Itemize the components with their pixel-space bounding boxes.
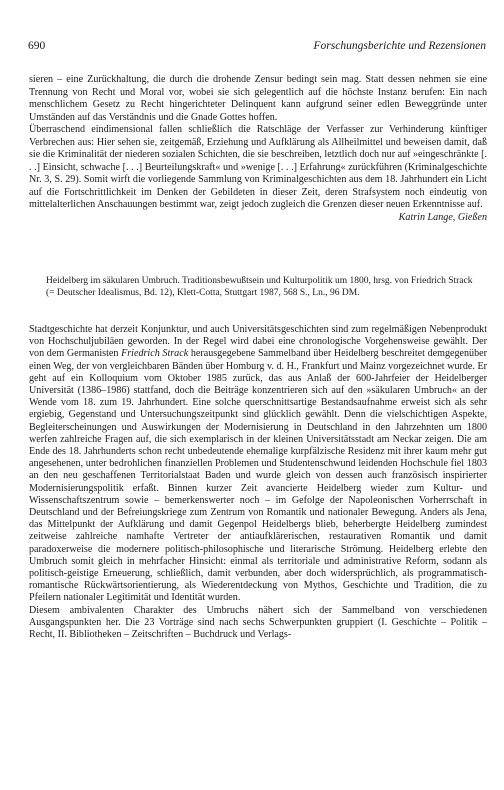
review-1-paragraph-2 [29, 124, 487, 224]
review-2-text [29, 324, 487, 641]
bibliographic-entry: Heidelberg im säkularen Umbruch. Traditionsbewußtsein und Kulturpolitik um 1800, hrsg. von Friedrich Strack (= Deutscher Idealismus, Bd. 12), Klett-Cotta, Stuttgart 1987, 568 S., Ln., 96 DM. [46, 276, 473, 299]
review-1-paragraph-1: sieren – eine Zurückhaltung, die durch die drohende Zensur bedingt sein mag. Statt dessen nehmen sie eine Trennung von Recht und Moral vor, wobei sie sich gelegentlich auf die höchste Instanz berufen: Ein nach menschlichem Gesetz zu Recht hingerichteter Delinquent kann aufgrund seiner edlen Beweggründe unter Umständen auf das Verständnis und die Gnade Gottes hoffen. [29, 74, 487, 123]
running-head: Forschungsberichte und Rezensionen [313, 40, 486, 52]
review-1-text [29, 74, 487, 225]
page-number: 690 [28, 40, 46, 52]
reviewer-signature: Katrin Lange, Gießen [398, 212, 487, 224]
review-1-paragraph-2-text: Überraschend eindimensional fallen schließlich die Ratschläge der Verfasser zur Verhinderung künftiger Verbrechen aus: Hier sehen sie, zeitgemäß, Erziehung und Aufklärung als Allheilmittel und beweisen damit, daß sie die Kriminalität der niederen sozialen Schichten, die sie beschreiben, letztlich doch nur auf »eingeschränkte [. . .] Einsicht, schwache [. . .] Beurteilungskraft« und »wenige [. . .] Erfahrung« zurückführen (Kriminalgeschichte Nr. 3, S. 29). Somit wirft die vorliegende Sammlung von Kriminalgeschichten aus dem 18. Jahrhundert ein Licht auf die Fortschrittlichkeit im Denken der Gebildeten in dieser Zeit, deren Strafsystem noch eindeutig von mittelalterlichen Anschauungen bestimmt war, zeigt jedoch zugleich die Grenzen dieser neuen Erkenntnisse auf. [29, 124, 487, 211]
review-2-paragraph-1 [29, 324, 487, 605]
review-2-paragraph-1-part-a: Stadtgeschichte hat derzeit Konjunktur, und auch Universitätsgeschichten sind zum regelmäßigen Nebenprodukt von Hochschuljubiläen geworden. In der Regel wird dabei eine chronologische Vorgehensweise gewählt. Der von dem Germanisten [29, 324, 487, 360]
review-2-paragraph-1-part-b: herausgegebene Sammelband über Heidelberg beschreitet demgegenüber einen Weg, der von vergleichbaren Bänden über Homburg v. d. H., Frankfurt und Mainz vorgezeichnet wurde. Er geht auf ein Kolloquium vom Oktober 1985 zurück, das aus Anlaß der 600-Jahrfeier der Heidelberger Universität (1386–1986) stattfand, doch die Beiträge konzentrieren sich auf den »säkularen Umbruch« an der Wende vom 18. zum 19. Jahrhundert. Eine solche querschnittsartige Bestandsaufnahme erweist sich als sehr ergiebig, Gegenstand und Untersuchungszeitpunkt sind glücklich gewählt. Denn die vielschichtigen Aspekte, Begleiterscheinungen und Auswirkungen der Modernisierung in Deutschland in den Jahrzehnten um 1800 werfen zahlreiche Fragen auf, die sich exemplarisch in der kleinen Universitätsstadt am Neckar zeigen. Die am Ende des 18. Jahrhunderts schon recht unbedeutende ehemalige kurpfälzische Residenz mit ihrer kaum mehr gut angesehenen, unter bedrohlichen finanziellen Problemen und Studentenschwund leidenden Hochschule fiel 1803 an den neu geschaffenen Territorialstaat Baden und wurde gleich von dessen auch französisch inspirierter Modernisierungspolitik erfaßt. Binnen kurzer Zeit avancierte Heidelberg wieder zum Kultur- und Wissenschaftszentrum sowie – bemerkenswerter noch – im Gefolge der Napoleonischen Vorherrschaft in Deutschland und der Befreiungskriege zum Zentrum von Romantik und nationaler Bewegung. Anders als Jena, das Mittelpunkt der Aufklärung und damit Gegenpol Heidelbergs blieb, beherbergte Heidelberg zumindest zeitweise zahlreiche namhafte Vertreter der antiaufklärerischen, restaurativen Romantik und damit paradoxerweise die modernere politisch-philosophische und literarische Strömung. Heidelberg erlebte den Umbruch somit gleich in mehrfacher Hinsicht: einmal als territoriale und administrative Reform, sodann als politisch-geistige Erneuerung, schließlich, damit verbunden, aber doch widersprüchlich, als programmatisch-romantische Rückwärtsorientierung, als Wiederentdeckung von Mythos, Geschichte und Tradition, die zu Pfeilern nationaler Legitimität und Identität wurden. [29, 348, 487, 604]
page-header [28, 40, 486, 52]
editor-name: Friedrich Strack [121, 348, 189, 360]
review-2-paragraph-2: Diesem ambivalenten Charakter des Umbruchs nähert sich der Sammelband von verschiedenen Ausgangspunkten her. Die 23 Vorträge sind nach sechs Schwerpunkten gruppiert (I. Geschichte – Politik – Recht, II. Bibliotheken – Zeitschriften – Buchdruck und Verlags- [29, 604, 487, 641]
